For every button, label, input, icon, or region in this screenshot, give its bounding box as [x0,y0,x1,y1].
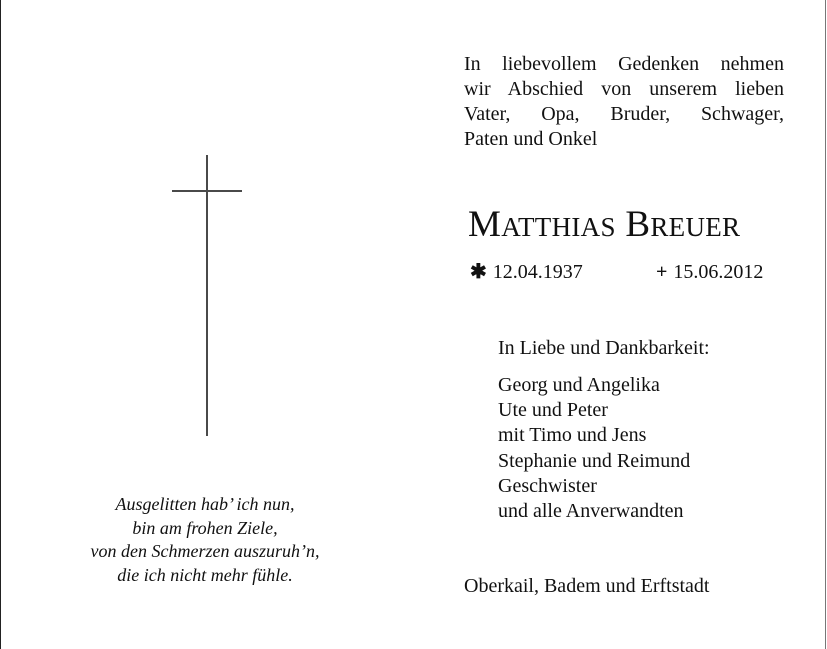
thanks-heading: In Liebe und Dankbarkeit: [498,337,710,359]
page-border-left [0,0,1,649]
birth-date-value: 12.04.1937 [492,261,583,283]
mourner-line: Ute und Peter [498,399,608,422]
cross-vertical-bar [206,155,208,436]
death-cross-icon: + [656,261,668,283]
mourner-line: Geschwister [498,474,597,497]
mourner-line: mit Timo und Jens [498,424,647,447]
poem-line: von den Schmerzen auszuruh’n, [90,541,320,561]
deceased-name [468,204,780,248]
death-date-value: 15.06.2012 [673,261,764,283]
first-name-initial: M [468,204,502,245]
mourner-line: Stephanie und Reimund [498,449,691,472]
intro-line: Paten und Onkel [464,128,598,150]
death-date [656,259,763,285]
mourner-line: und alle Anverwandten [498,500,684,523]
memorial-poem [40,493,370,587]
intro-line: wir Abschied von unserem lieben [464,78,784,100]
life-dates [470,259,780,285]
mourner-line: Georg und Angelika [498,374,660,396]
last-name-rest: REUER [650,212,741,242]
intro-paragraph [464,52,784,152]
last-name-initial: B [625,204,651,245]
cross-horizontal-bar [172,190,242,192]
intro-line: In liebevollem Gedenken nehmen [464,53,784,75]
birth-star-icon: ✱ [470,261,487,283]
poem-line: die ich nicht mehr fühle. [117,564,293,585]
mourners-list [498,373,690,524]
poem-line: Ausgelitten hab’ ich nun, [115,494,295,514]
birth-date [470,259,583,285]
poem-line: bin am frohen Ziele, [132,517,278,538]
page-border-right [825,0,826,649]
first-name-rest: ATTHIAS [501,212,616,242]
intro-line: Vater, Opa, Bruder, Schwager, [464,103,784,125]
places-line: Oberkail, Badem und Erftstadt [464,575,710,597]
